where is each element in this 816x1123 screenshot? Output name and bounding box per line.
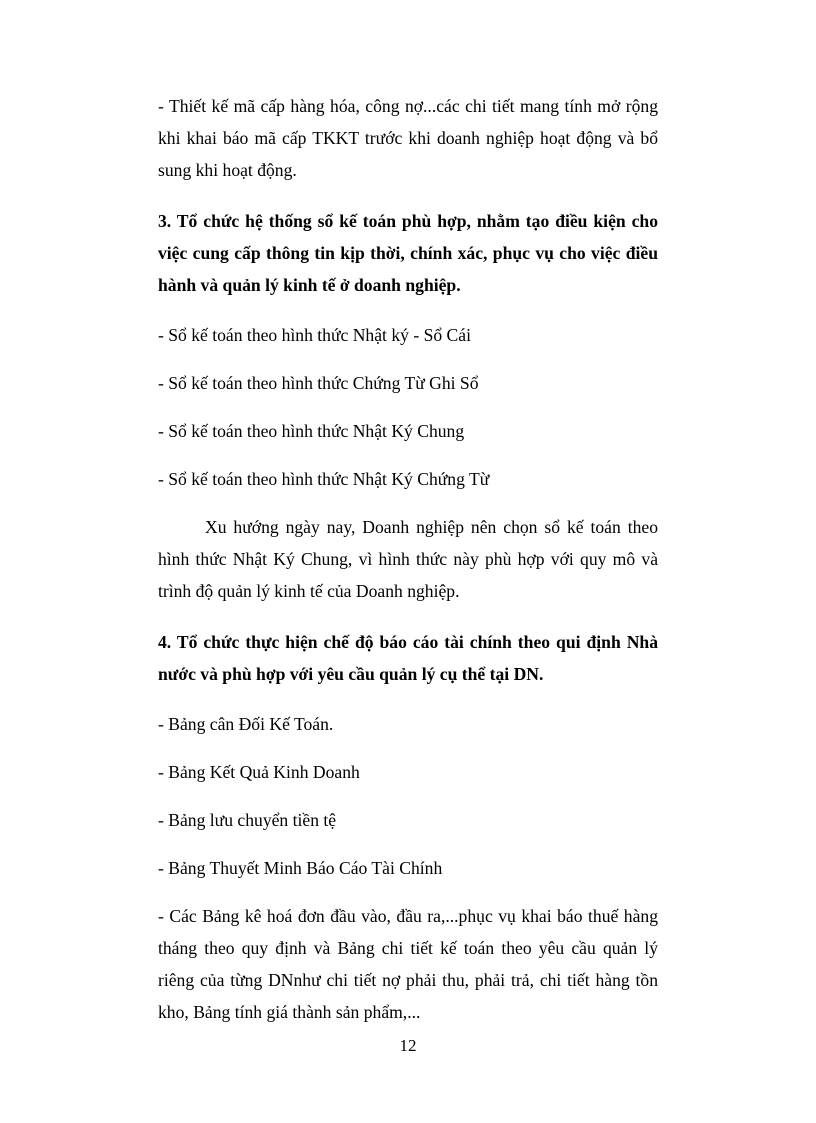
- list-item: - Bảng Kết Quả Kinh Doanh: [158, 762, 360, 782]
- paragraph-invoice-lists: - Các Bảng kê hoá đơn đầu vào, đầu ra,...phục vụ khai báo thuế hàng tháng theo quy định và Bảng chi tiết kế toán theo yêu cầu quản lý riêng của từng DNnhư chi tiết nợ phải thu, phải trả, chi tiết hàng tồn kho, Bảng tính giá thành sản phẩm,...: [158, 906, 658, 1022]
- page-number: 12: [399, 1036, 417, 1055]
- section-heading-3: 3. Tổ chức hệ thống sổ kế toán phù hợp, nhằm tạo điều kiện cho việc cung cấp thông tin kịp thời, chính xác, phục vụ cho việc điều hành và quản lý kinh tế ở doanh nghiệp.: [158, 211, 658, 295]
- list-item: - Bảng Thuyết Minh Báo Cáo Tài Chính: [158, 858, 443, 878]
- list-item: - Sổ kế toán theo hình thức Nhật ký - Sổ Cái: [158, 325, 471, 345]
- page-body: [158, 90, 658, 1028]
- list-item: - Sổ kế toán theo hình thức Nhật Ký Chứng Từ: [158, 469, 490, 489]
- list-item: - Bảng cân Đối Kế Toán.: [158, 714, 334, 734]
- list-item: - Sổ kế toán theo hình thức Nhật Ký Chung: [158, 421, 465, 441]
- list-item: - Sổ kế toán theo hình thức Chứng Từ Ghi Sổ: [158, 373, 479, 393]
- section-heading-4: 4. Tổ chức thực hiện chế độ báo cáo tài chính theo qui định Nhà nước và phù hợp với yêu cầu quản lý cụ thể tại DN.: [158, 632, 658, 684]
- paragraph-trend: Xu hướng ngày nay, Doanh nghiệp nên chọn sổ kế toán theo hình thức Nhật Ký Chung, vì hình thức này phù hợp với quy mô và trình độ quản lý kinh tế của Doanh nghiệp.: [158, 517, 658, 601]
- paragraph-account-code-design: - Thiết kế mã cấp hàng hóa, công nợ...các chi tiết mang tính mở rộng khi khai báo mã cấp TKKT trước khi doanh nghiệp hoạt động và bổ sung khi hoạt động.: [158, 96, 658, 180]
- list-item: - Bảng lưu chuyển tiền tệ: [158, 810, 337, 830]
